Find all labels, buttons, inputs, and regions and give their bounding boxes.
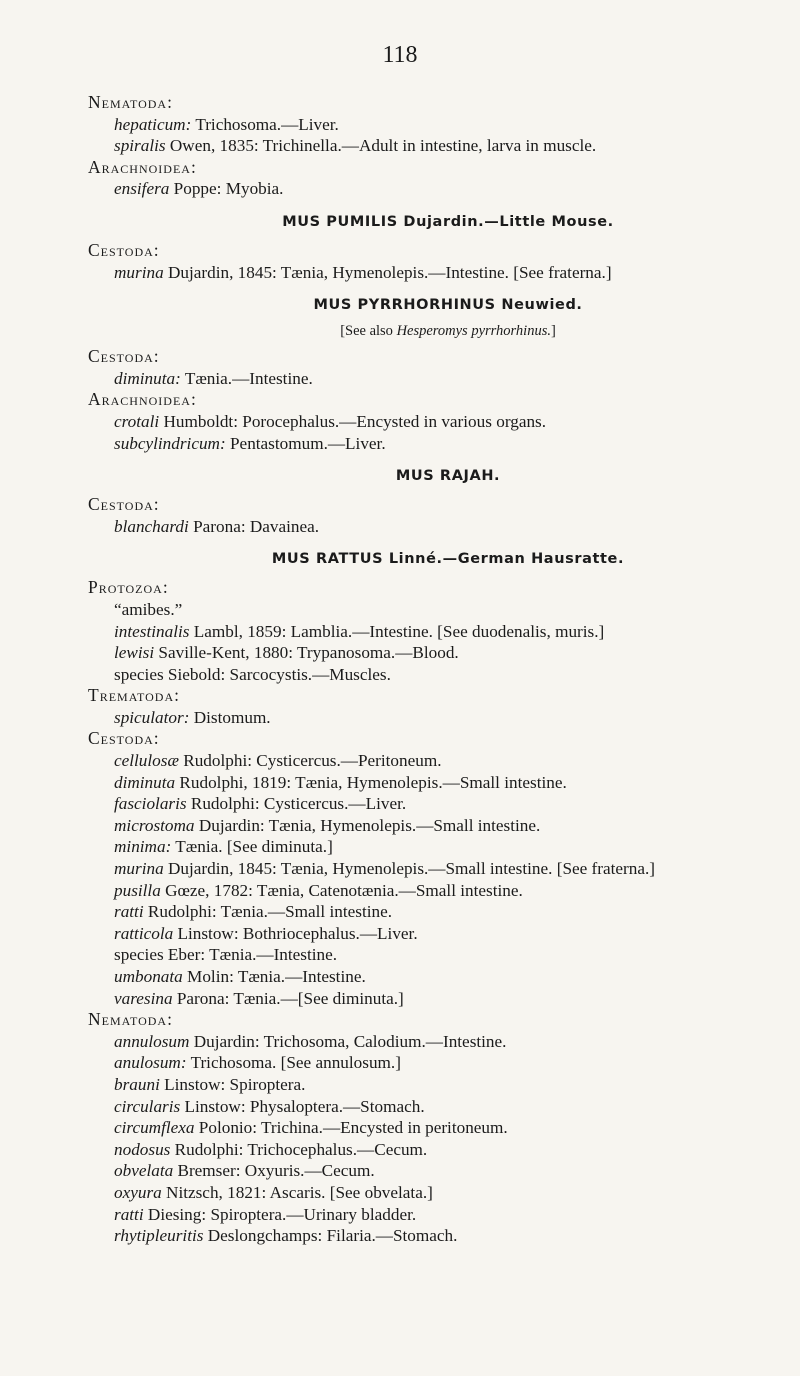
group-heading: Cestoda:	[88, 346, 160, 367]
species-name: rhytipleuritis	[114, 1226, 204, 1246]
entry-detail: Linstow: Spiroptera.	[159, 1074, 306, 1094]
group-heading: Protozoa:	[88, 577, 169, 598]
species-name: microstoma	[114, 815, 195, 835]
species-name: pusilla	[114, 880, 161, 900]
parasite-entry	[88, 1117, 788, 1139]
entry-detail: Dujardin, 1845: Tænia, Hymenolepis.—Small intestine. [See fraterna.]	[163, 859, 656, 879]
entry-detail: Lambl, 1859: Lamblia.—Intestine. [See duodenalis, muris.]	[189, 621, 605, 641]
entry-detail: Molin: Tænia.—Intestine.	[182, 967, 366, 986]
entry-detail: Trichosoma.—Liver.	[191, 114, 339, 134]
parasite-entry	[88, 516, 788, 538]
species-name: umbonata	[114, 967, 183, 986]
species-name: crotali	[114, 411, 160, 431]
parasite-entry	[88, 750, 788, 772]
species-name: minima:	[114, 837, 172, 857]
species-name: blanchardi	[114, 516, 189, 536]
species-name: ensifera	[114, 179, 170, 199]
group-heading: Arachnoidea:	[88, 389, 197, 410]
entry-detail: Nitzsch, 1821: Ascaris. [See obvelata.]	[161, 1182, 433, 1202]
species-name: hepaticum:	[114, 114, 192, 134]
species-name: ratticola	[114, 923, 174, 943]
group-heading: Nematoda:	[88, 1009, 173, 1030]
species-name: lewisi	[114, 643, 155, 663]
entry-detail: Owen, 1835: Trichinella.—Adult in intestine, larva in muscle.	[165, 136, 597, 156]
species-name: intestinalis	[114, 621, 190, 641]
entry-detail: species Siebold: Sarcocystis.—Muscles.	[114, 664, 391, 684]
parasite-entry	[88, 1182, 788, 1204]
entry-detail: Linstow: Bothriocephalus.—Liver.	[173, 923, 418, 943]
entry-detail: Tænia. [See diminuta.]	[171, 837, 333, 857]
parasite-entry	[88, 836, 788, 858]
entry-detail: “amibes.”	[114, 599, 183, 619]
species-name: spiralis	[114, 136, 166, 156]
entry-detail: Saville-Kent, 1880: Trypanosoma.—Blood.	[154, 643, 459, 663]
parasite-entry	[88, 664, 788, 686]
entry-detail: Trichosoma. [See annulosum.]	[186, 1053, 401, 1073]
note-after: ]	[550, 323, 556, 340]
species-name: annulosum	[114, 1031, 190, 1051]
species-name: anulosum:	[114, 1053, 187, 1073]
parasite-entry	[88, 1096, 788, 1118]
entry-detail: Tænia.—Intestine.	[180, 368, 313, 388]
entry-detail: Dujardin: Trichosoma, Calodium.—Intestine.	[189, 1031, 507, 1051]
parasite-entry	[88, 114, 788, 136]
species-name: brauni	[114, 1074, 160, 1094]
group-heading: Cestoda:	[88, 239, 160, 260]
species-name: subcylindricum:	[114, 433, 226, 453]
page-body	[88, 92, 788, 1247]
parasite-entry	[88, 1225, 788, 1247]
group-heading: Trematoda:	[88, 685, 181, 706]
species-name: diminuta	[114, 772, 176, 792]
parasite-entry	[88, 988, 788, 1010]
host-heading: MUS RAJAH.	[395, 468, 501, 485]
host-heading: MUS RATTUS Linné.—German Hausratte.	[271, 551, 625, 568]
entry-detail: Distomum.	[189, 707, 271, 727]
parasite-entry	[88, 135, 788, 157]
parasite-entry	[88, 1031, 788, 1053]
parasite-entry	[88, 966, 788, 988]
entry-detail: Polonio: Trichina.—Encysted in peritoneum.	[194, 1118, 508, 1138]
species-name: spiculator:	[114, 707, 190, 727]
entry-detail: Parona: Tænia.—[See diminuta.]	[172, 988, 404, 1008]
species-name: ratti	[114, 1204, 144, 1224]
entry-detail: Pentastomum.—Liver.	[225, 433, 386, 453]
group-heading: Nematoda:	[88, 92, 173, 112]
page-number: 118	[382, 42, 418, 68]
parasite-entry	[88, 880, 788, 902]
species-name: murina	[114, 859, 164, 879]
parasite-entry	[88, 815, 788, 837]
parasite-entry	[88, 1160, 788, 1182]
group-heading: Arachnoidea:	[88, 156, 197, 177]
species-name: oxyura	[114, 1182, 162, 1202]
note-before: [See also	[340, 323, 397, 340]
entry-detail: Deslongchamps: Filaria.—Stomach.	[203, 1226, 458, 1246]
entry-detail: Rudolphi, 1819: Tænia, Hymenolepis.—Small intestine.	[175, 772, 567, 792]
parasite-entry	[88, 901, 788, 923]
host-heading: MUS PYRRHORHINUS Neuwied.	[313, 297, 583, 314]
parasite-entry	[88, 621, 788, 643]
entry-detail: Rudolphi: Trichocephalus.—Cecum.	[170, 1139, 428, 1159]
entry-detail: Linstow: Physaloptera.—Stomach.	[180, 1096, 425, 1116]
species-name: fasciolaris	[114, 794, 187, 814]
entry-detail: Gœze, 1782: Tænia, Catenotænia.—Small intestine.	[160, 880, 523, 900]
entry-detail: Rudolphi: Cysticercus.—Liver.	[186, 794, 407, 814]
parasite-entry	[88, 1204, 788, 1226]
species-name: circularis	[114, 1096, 181, 1116]
entry-detail: Diesing: Spiroptera.—Urinary bladder.	[143, 1204, 417, 1224]
parasite-entry	[88, 368, 788, 390]
species-name: cellulosæ	[114, 751, 179, 771]
species-name: obvelata	[114, 1161, 174, 1181]
entry-detail: Dujardin, 1845: Tænia, Hymenolepis.—Intestine. [See fraterna.]	[163, 262, 612, 282]
species-name: varesina	[114, 988, 173, 1008]
parasite-entry	[88, 599, 788, 621]
parasite-entry	[88, 1074, 788, 1096]
parasite-entry	[88, 411, 788, 433]
entry-detail: Rudolphi: Cysticercus.—Peritoneum.	[178, 751, 442, 771]
species-name: ratti	[114, 902, 144, 922]
entry-detail: Rudolphi: Tænia.—Small intestine.	[143, 902, 393, 922]
parasite-entry	[88, 923, 788, 945]
parasite-entry	[88, 772, 788, 794]
entry-detail: species Eber: Tænia.—Intestine.	[114, 945, 338, 965]
entry-detail: Poppe: Myobia.	[169, 179, 284, 199]
entry-detail: Dujardin: Tænia, Hymenolepis.—Small intestine.	[194, 815, 541, 835]
species-name: murina	[114, 262, 164, 282]
parasite-entry	[88, 178, 788, 200]
parasite-entry	[88, 944, 788, 966]
species-name: circumflexa	[114, 1118, 195, 1138]
see-also-note	[88, 323, 788, 340]
note-italic: Hesperomys pyrrhorhinus.	[396, 323, 551, 340]
species-name: diminuta:	[114, 368, 181, 388]
parasite-entry	[88, 858, 788, 880]
parasite-entry	[88, 262, 788, 284]
entry-detail: Parona: Davainea.	[188, 516, 320, 536]
group-heading: Cestoda:	[88, 494, 160, 515]
group-heading: Cestoda:	[88, 728, 160, 749]
parasite-entry	[88, 707, 788, 729]
parasite-entry	[88, 793, 788, 815]
parasite-entry	[88, 642, 788, 664]
host-heading: MUS PUMILIS Dujardin.—Little Mouse.	[282, 213, 614, 230]
parasite-entry	[88, 433, 788, 455]
parasite-entry	[88, 1139, 788, 1161]
entry-detail: Humboldt: Porocephalus.—Encysted in various organs.	[159, 411, 547, 431]
entry-detail: Bremser: Oxyuris.—Cecum.	[173, 1161, 375, 1181]
species-name: nodosus	[114, 1139, 171, 1159]
parasite-entry	[88, 1052, 788, 1074]
